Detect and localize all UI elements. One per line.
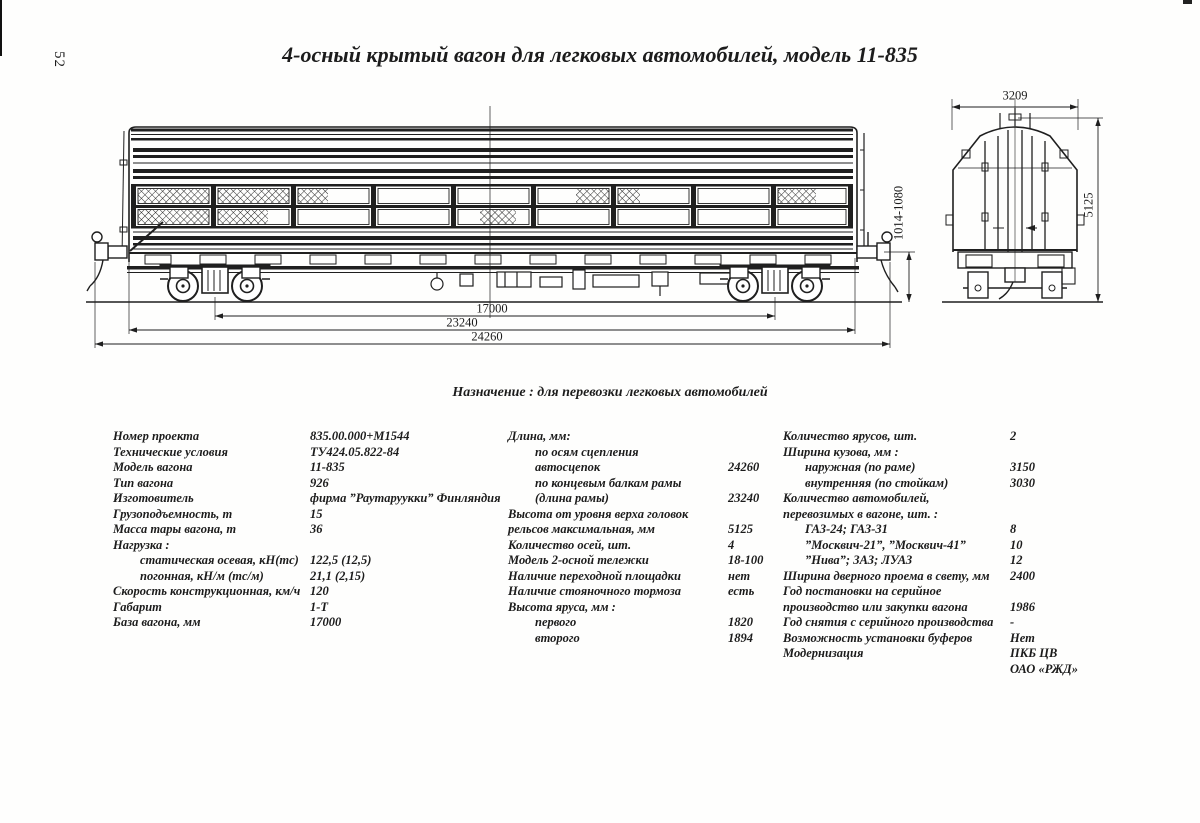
spec-label: погонная, кН/м (тс/м) [140, 568, 264, 583]
spec-row [783, 553, 1088, 569]
spec-value: 4 [728, 537, 735, 552]
spec-value: 18-100 [728, 553, 764, 567]
spec-row [508, 429, 780, 445]
spec-value: 21,1 (2,15) [310, 568, 366, 583]
spec-row [783, 460, 1088, 476]
end-view-drawing [942, 98, 1103, 302]
spec-row [113, 429, 505, 445]
spec-row [113, 569, 505, 585]
spec-label: ”Нива”; ЗАЗ; ЛУАЗ [805, 553, 913, 567]
spec-value: 12 [1010, 553, 1023, 567]
spec-value: 1-Т [310, 599, 329, 614]
spec-row [508, 445, 780, 461]
spec-value: - [1010, 615, 1015, 629]
spec-row [113, 460, 505, 476]
spec-label: Ширина кузова, мм : [783, 444, 899, 459]
spec-row [113, 615, 505, 631]
spec-row [783, 646, 1088, 662]
spec-row [113, 507, 505, 523]
spec-value: 1894 [728, 630, 753, 645]
spec-row [783, 569, 1088, 585]
spec-row [783, 615, 1088, 631]
spec-value: 926 [310, 475, 329, 490]
spec-label: Длина, мм: [508, 429, 571, 443]
spec-value: 1820 [728, 615, 753, 629]
spec-label: Количество осей, шт. [508, 537, 632, 552]
side-view-drawing [86, 106, 902, 318]
spec-value: 2 [1010, 429, 1017, 443]
spec-label: Наличие стояночного тормоза [508, 584, 681, 598]
spec-value: 36 [310, 522, 323, 536]
spec-label: по осям сцепления [535, 444, 639, 459]
spec-row [508, 476, 780, 492]
spec-label: по концевым балкам рамы [535, 475, 682, 490]
spec-value: 120 [310, 584, 329, 598]
dim-coupler-axis-height: 1014-1080 [891, 185, 906, 241]
spec-label: (длина рамы) [535, 491, 609, 505]
spec-label: внутренняя (по стойкам) [805, 475, 949, 490]
spec-row [113, 584, 505, 600]
spec-label: Год постановки на серийное [783, 584, 942, 598]
spec-column-dimensions [508, 429, 780, 646]
spec-row [113, 522, 505, 538]
spec-label: Тип вагона [113, 475, 174, 490]
spec-label: рельсов максимальная, мм [508, 522, 655, 536]
spec-row [508, 569, 780, 585]
spec-label: Ширина дверного проема в свету, мм [783, 568, 990, 583]
spec-row [508, 553, 780, 569]
spec-label: автосцепок [535, 460, 601, 474]
dim-coupling-length: 24260 [471, 329, 503, 344]
page-title: 4-осный крытый вагон для легковых автомобилей, модель 11-835 [282, 42, 918, 67]
spec-label: База вагона, мм [113, 615, 201, 629]
spec-label: Номер проекта [113, 429, 200, 443]
spec-label: ГАЗ-24; ГАЗ-31 [805, 522, 888, 536]
spec-label: Скорость конструкционная, км/ч [113, 584, 301, 598]
spec-value: фирма ”Раутаруукки” Финляндия [310, 491, 501, 505]
spec-value: 1986 [1010, 599, 1035, 614]
spec-column-capacity [783, 429, 1088, 677]
spec-row [783, 522, 1088, 538]
spec-label: перевозимых в вагоне, шт. : [783, 506, 939, 521]
purpose-statement: Назначение : для перевозки легковых автомобилей [452, 385, 768, 400]
spec-column-general [113, 429, 505, 631]
spec-row [508, 460, 780, 476]
spec-row [508, 538, 780, 554]
spec-value: 3150 [1010, 460, 1035, 474]
spec-value: 15 [310, 506, 323, 521]
spec-value: 23240 [728, 491, 760, 505]
spec-row [783, 600, 1088, 616]
spec-label: наружная (по раме) [805, 460, 916, 474]
spec-row [508, 491, 780, 507]
spec-label: ”Москвич-21”, ”Москвич-41” [805, 537, 966, 552]
spec-row [783, 429, 1088, 445]
spec-row [783, 491, 1088, 507]
spec-label: Модель вагона [113, 460, 193, 474]
spec-label: Высота яруса, мм : [508, 599, 616, 614]
page-number: 52 [51, 51, 67, 68]
spec-value: 10 [1010, 537, 1023, 552]
spec-label: статическая осевая, кН(тс) [140, 553, 299, 567]
spec-row [783, 662, 1088, 678]
spec-label: Технические условия [113, 444, 228, 459]
spec-label: Высота от уровня верха головок [508, 506, 689, 521]
spec-label: Нагрузка : [113, 537, 170, 552]
dim-frame-length: 23240 [446, 315, 478, 330]
spec-label: Наличие переходной площадки [508, 568, 681, 583]
spec-value: 835.00.000+М1544 [310, 429, 410, 443]
spec-label: Количество ярусов, шт. [783, 429, 918, 443]
spec-value: Нет [1010, 630, 1035, 645]
spec-value: 2400 [1010, 568, 1035, 583]
spec-value: нет [728, 568, 751, 583]
spec-label: Год снятия с серийного производства [783, 615, 994, 629]
spec-value: 3030 [1010, 475, 1035, 490]
spec-row [508, 615, 780, 631]
spec-row [783, 445, 1088, 461]
spec-label: первого [535, 615, 577, 629]
spec-label: Грузоподъемность, т [113, 506, 233, 521]
spec-row [113, 538, 505, 554]
spec-row [508, 631, 780, 647]
spec-value: ТУ424.05.822-84 [310, 444, 400, 459]
spec-row [508, 600, 780, 616]
spec-row [113, 553, 505, 569]
spec-label: Модель 2-осной тележки [508, 553, 649, 567]
spec-label: Возможность установки буферов [783, 630, 973, 645]
spec-value: 24260 [728, 460, 760, 474]
spec-row [508, 507, 780, 523]
spec-value: ОАО «РЖД» [1010, 661, 1078, 676]
dim-overall-height: 5125 [1081, 192, 1096, 218]
spec-row [783, 507, 1088, 523]
spec-value: 11-835 [310, 460, 345, 474]
spec-label: Модернизация [783, 646, 864, 660]
spec-row [113, 600, 505, 616]
spec-label: Масса тары вагона, т [113, 522, 237, 536]
spec-row [113, 476, 505, 492]
spec-value: 8 [1010, 522, 1017, 536]
spec-value: 122,5 (12,5) [310, 553, 372, 567]
spec-row [508, 584, 780, 600]
spec-row [508, 522, 780, 538]
dim-end-width: 3209 [1002, 88, 1028, 103]
spec-value: ПКБ ЦВ [1010, 646, 1058, 660]
spec-row [113, 491, 505, 507]
spec-value: 5125 [728, 522, 753, 536]
spec-row [783, 584, 1088, 600]
spec-row [783, 631, 1088, 647]
spec-label: Изготовитель [113, 491, 194, 505]
dim-bogie-base: 17000 [476, 301, 508, 316]
spec-row [783, 538, 1088, 554]
spec-label: производство или закупки вагона [783, 599, 968, 614]
spec-label: Габарит [113, 599, 162, 614]
spec-row [783, 476, 1088, 492]
spec-label: второго [535, 630, 580, 645]
spec-row [113, 445, 505, 461]
spec-value: есть [728, 584, 755, 598]
spec-label: Количество автомобилей, [783, 491, 930, 505]
spec-value: 17000 [310, 615, 342, 629]
